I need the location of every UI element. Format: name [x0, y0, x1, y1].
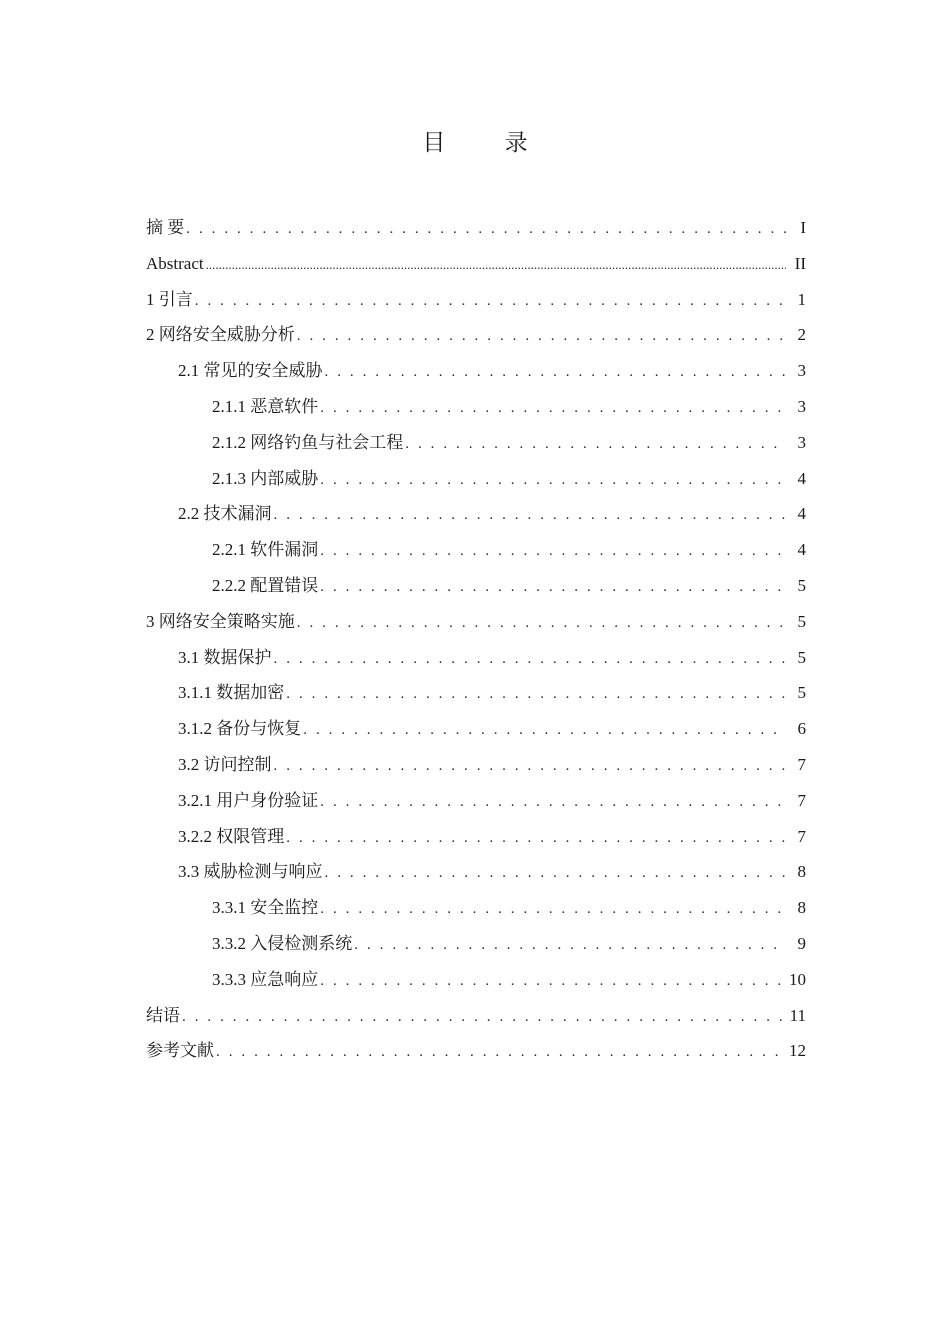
- toc-entry-label: 2 网络安全威胁分析: [146, 325, 295, 345]
- toc-leader-dots: [274, 749, 787, 785]
- toc-leader-dots: [206, 247, 786, 283]
- toc-entry-23[interactable]: [146, 998, 806, 1034]
- toc-leader-dots: [320, 785, 786, 821]
- toc-leader-dots: [320, 463, 786, 499]
- toc-entry-24[interactable]: [146, 1033, 806, 1069]
- toc-entry-label: 3.3.2 入侵检测系统: [212, 933, 353, 953]
- toc-entry-page-number: 5: [797, 647, 806, 667]
- toc-entry-page-number: 3: [797, 361, 806, 381]
- toc-entry-15[interactable]: [146, 711, 806, 747]
- toc-entry-label: 摘 要: [146, 218, 185, 237]
- toc-entry-7[interactable]: [146, 425, 806, 461]
- toc-entry-label: 3 网络安全策略实施: [146, 611, 295, 631]
- toc-entry-page-number: 4: [797, 468, 806, 488]
- toc-entry-page-number: 7: [797, 790, 806, 810]
- toc-entry-12[interactable]: [146, 604, 806, 640]
- toc-entry-label: 3.2 访问控制: [178, 754, 272, 774]
- toc-entry-label: 结语: [146, 1005, 180, 1025]
- toc-entry-page-number: 5: [797, 575, 806, 595]
- toc-entry-label: 2.2.2 配置错误: [212, 575, 319, 595]
- toc-entry-1[interactable]: [146, 210, 806, 246]
- toc-leader-dots: [320, 570, 786, 606]
- toc-entry-page-number: 4: [797, 540, 806, 560]
- toc-leader-dots: [325, 355, 787, 391]
- toc-leader-dots: [297, 606, 786, 642]
- toc-entry-page-number: 5: [797, 683, 806, 703]
- toc-entry-page-number: 3: [797, 396, 806, 416]
- toc-leader-dots: [320, 391, 786, 427]
- toc-entry-3[interactable]: [146, 282, 806, 318]
- toc-entry-label: 3.1.1 数据加密: [178, 683, 285, 703]
- toc-leader-dots: [320, 534, 786, 570]
- toc-entry-label: 3.1 数据保护: [178, 647, 272, 667]
- toc-entry-page-number: 2: [797, 325, 806, 345]
- toc-entry-page-number: 1: [797, 289, 806, 309]
- toc-entry-label: 2.1.3 内部威胁: [212, 468, 319, 488]
- toc-leader-dots: [320, 892, 786, 928]
- toc-leader-dots: [274, 642, 787, 678]
- toc-leader-dots: [354, 928, 786, 964]
- toc-leader-dots: [186, 212, 786, 248]
- toc-entry-label: 2.1 常见的安全威胁: [178, 361, 323, 381]
- table-of-contents: [146, 210, 806, 1069]
- toc-leader-dots: [286, 821, 786, 857]
- toc-leader-dots: [297, 319, 786, 355]
- toc-entry-label: 3.2.1 用户身份验证: [178, 790, 319, 810]
- toc-entry-page-number: 5: [797, 611, 806, 631]
- toc-entry-21[interactable]: [146, 926, 806, 962]
- toc-entry-22[interactable]: [146, 962, 806, 998]
- toc-entry-label: 3.3.1 安全监控: [212, 898, 319, 918]
- toc-entry-page-number: 11: [789, 1005, 806, 1025]
- toc-entry-6[interactable]: [146, 389, 806, 425]
- toc-entry-page-number: II: [794, 253, 806, 273]
- toc-leader-dots: [303, 713, 786, 749]
- toc-entry-label: 3.2.2 权限管理: [178, 826, 285, 846]
- toc-entry-label: 3.3 威胁检测与响应: [178, 862, 323, 882]
- toc-entry-label: 2.1.1 恶意软件: [212, 396, 319, 416]
- toc-entry-page-number: 6: [797, 719, 806, 739]
- toc-entry-page-number: 9: [797, 933, 806, 953]
- toc-entry-label: 参考文献: [146, 1041, 214, 1061]
- toc-leader-dots: [216, 1035, 783, 1071]
- toc-entry-page-number: 7: [797, 826, 806, 846]
- toc-entry-page-number: 3: [797, 432, 806, 452]
- toc-entry-label: 3.1.2 备份与恢复: [178, 719, 302, 739]
- toc-leader-dots: [320, 964, 783, 1000]
- toc-entry-label: Abstract: [146, 253, 204, 273]
- toc-entry-5[interactable]: [146, 353, 806, 389]
- toc-leader-dots: [325, 856, 787, 892]
- toc-entry-19[interactable]: [146, 854, 806, 890]
- toc-entry-label: 2.1.2 网络钓鱼与社会工程: [212, 432, 404, 452]
- toc-entry-label: 2.2.1 软件漏洞: [212, 540, 319, 560]
- toc-leader-dots: [405, 427, 786, 463]
- toc-entry-page-number: 7: [797, 754, 806, 774]
- toc-leader-dots: [182, 1000, 784, 1036]
- toc-entry-4[interactable]: [146, 317, 806, 353]
- toc-leader-dots: [286, 677, 786, 713]
- toc-entry-page-number: 10: [789, 969, 806, 989]
- toc-entry-20[interactable]: [146, 890, 806, 926]
- toc-entry-page-number: 4: [797, 504, 806, 524]
- toc-entry-9[interactable]: [146, 496, 806, 532]
- toc-entry-14[interactable]: [146, 675, 806, 711]
- toc-entry-page-number: 12: [789, 1041, 806, 1061]
- toc-entry-8[interactable]: [146, 461, 806, 497]
- toc-entry-18[interactable]: [146, 819, 806, 855]
- toc-entry-label: 1 引言: [146, 289, 193, 309]
- toc-entry-page-number: 8: [797, 862, 806, 882]
- toc-entry-2[interactable]: [146, 246, 806, 282]
- toc-entry-label: 2.2 技术漏洞: [178, 504, 272, 524]
- toc-leader-dots: [195, 284, 786, 320]
- toc-entry-17[interactable]: [146, 783, 806, 819]
- toc-entry-10[interactable]: [146, 532, 806, 568]
- toc-entry-13[interactable]: [146, 640, 806, 676]
- page-title: 目 录: [422, 130, 554, 156]
- toc-entry-page-number: 8: [797, 898, 806, 918]
- toc-entry-page-number: I: [800, 218, 806, 237]
- toc-entry-16[interactable]: [146, 747, 806, 783]
- toc-leader-dots: [274, 498, 787, 534]
- toc-entry-11[interactable]: [146, 568, 806, 604]
- toc-entry-label: 3.3.3 应急响应: [212, 969, 319, 989]
